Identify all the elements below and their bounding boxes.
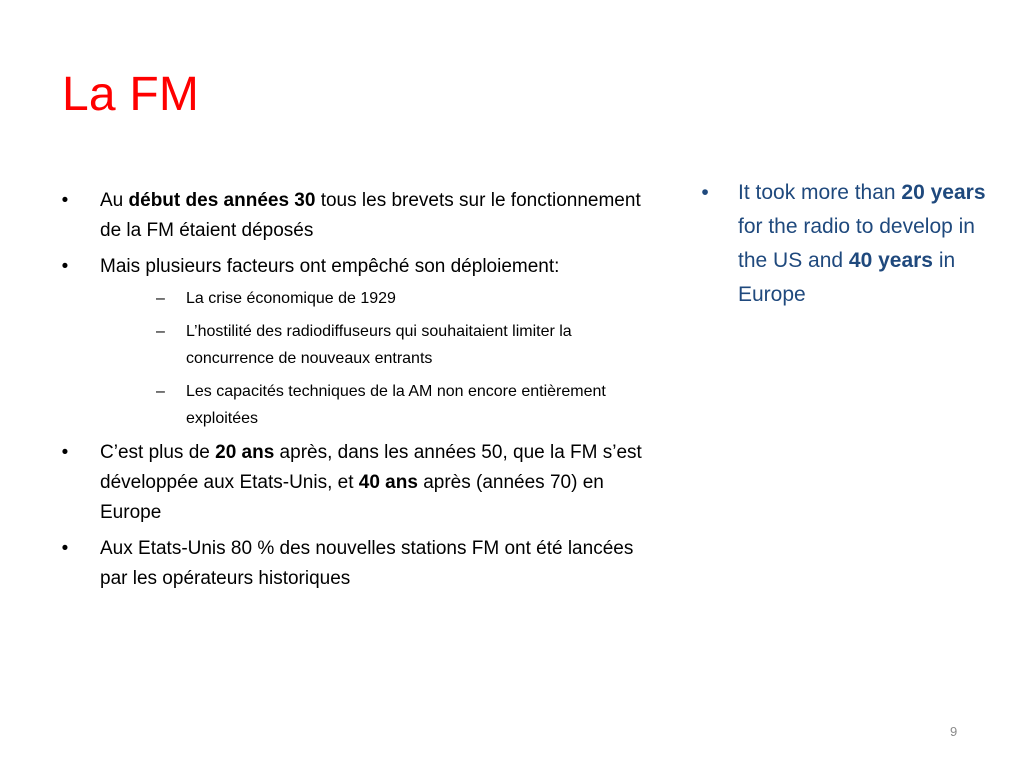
bullet-item-factors — [58, 252, 648, 432]
bullet-text-part: après (années 70) en Europe — [100, 472, 604, 523]
bullet-bold-text: 40 ans — [358, 472, 418, 493]
dash-icon: – — [156, 383, 165, 400]
sub-item-text: L’hostilité des radiodiffuseurs qui souhaitaient limiter la concurrence de nouveaux entrants — [186, 323, 572, 367]
bullet-item-us-stations — [58, 534, 648, 594]
sub-item-text: La crise économique de 1929 — [186, 290, 396, 307]
right-content-box — [698, 176, 990, 318]
slide-title: La FM — [62, 68, 200, 121]
bullet-text-part: Au — [100, 190, 129, 211]
bullet-text-part: in Europe — [738, 249, 956, 306]
dash-icon: – — [156, 290, 165, 307]
bullet-text-part: for the radio to develop in the US and — [738, 215, 975, 272]
bullet-icon: • — [61, 256, 69, 277]
sub-item-text: Les capacités techniques de la AM non encore entièrement exploitées — [186, 383, 606, 427]
bullet-item-patents — [58, 186, 648, 246]
bullet-bold-text: 40 years — [848, 249, 933, 272]
bullet-text: Aux Etats-Unis 80 % des nouvelles stations FM ont été lancées par les opérateurs historiques — [100, 538, 634, 589]
sub-item-crisis — [100, 285, 648, 312]
bullet-text-part: It took more than — [738, 181, 902, 204]
bullet-text: Mais plusieurs facteurs ont empêché son déploiement: — [100, 256, 560, 277]
bullet-item-radio-development — [698, 176, 990, 312]
bullet-icon: • — [61, 442, 69, 463]
right-bullet-list — [698, 176, 990, 312]
bullet-text-part: tous les brevets sur le fonctionnement de la FM étaient déposés — [100, 190, 641, 241]
page-number: 9 — [950, 724, 958, 739]
bullet-bold-text: 20 years — [901, 181, 986, 204]
bullet-icon: • — [61, 190, 69, 211]
sub-item-am-capacity — [100, 378, 648, 432]
bullet-bold-text: 20 ans — [215, 442, 275, 463]
bullet-icon: • — [61, 538, 69, 559]
sub-item-hostility — [100, 318, 648, 372]
left-content-box — [58, 186, 648, 600]
bullet-bold-text: début des années 30 — [128, 190, 316, 211]
dash-icon: – — [156, 323, 165, 340]
left-bullet-list — [58, 186, 648, 594]
bullet-icon: • — [701, 181, 709, 204]
bullet-text-part: C’est plus de — [100, 442, 216, 463]
bullet-item-timeline — [58, 438, 648, 528]
factors-sub-list — [100, 285, 648, 432]
bullet-text-part: après, dans les années 50, que la FM s’est développée aux Etats-Unis, et — [100, 442, 642, 493]
